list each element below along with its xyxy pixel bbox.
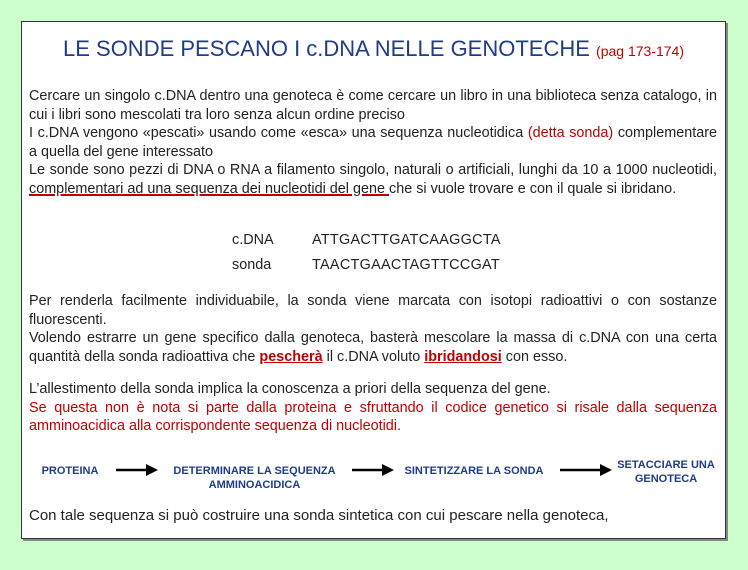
sequence-row-cdna	[232, 232, 501, 248]
intro-text	[29, 87, 717, 198]
sonda-definition: (detta sonda)	[527, 125, 614, 141]
flow-step-proteina: PROTEINA	[41, 465, 99, 477]
closing-text: Con tale sequenza si può costruire una sonda sintetica con cui pescare nella genoteca,	[29, 507, 609, 524]
complementary-underlined: complementari ad una sequenza dei nucleotidi del gene	[29, 180, 390, 197]
prior-text	[29, 380, 717, 436]
flow-arrow-1	[114, 463, 160, 477]
ibridandosi-highlight: ibridandosi	[424, 348, 502, 365]
flow-step-sonda: SINTETIZZARE LA SONDA	[404, 465, 544, 477]
sequence-value: TAACTGAACTAGTTCCGAT	[312, 257, 500, 273]
sequence-label: sonda	[232, 257, 272, 273]
marking-paragraph-2: Volendo estrarre un gene specifico dalla genoteca, basterà mescolare la massa di c.DNA con una certa quantità della sonda radioattiva che pescherà il c.DNA voluto ibridandosi con esso.	[29, 330, 717, 365]
sequence-row-sonda	[232, 257, 500, 273]
flow-step-sequenza: DETERMINARE LA SEQUENZA AMMINOACIDICA	[173, 465, 336, 491]
slide-title	[22, 36, 725, 62]
prior-paragraph-1: L’allestimento della sonda implica la conoscenza a priori della sequenza del gene.	[29, 381, 551, 397]
slide	[21, 21, 726, 539]
pescherà-highlight: pescherà	[259, 348, 323, 365]
intro-paragraph-2: I c.DNA vengono «pescati» usando come «esca» una sequenza nucleotidica (detta sonda) complementare a quella del gene interessato	[29, 125, 717, 160]
sequence-label: c.DNA	[232, 232, 274, 248]
flow-arrow-3	[558, 463, 614, 477]
intro-paragraph-1: Cercare un singolo c.DNA dentro una genoteca è come cercare un libro in una biblioteca senza catalogo, in cui i libri sono mescolati tra loro senza alcun ordine preciso	[29, 88, 717, 123]
marking-text	[29, 292, 717, 366]
intro-paragraph-3: Le sonde sono pezzi di DNA o RNA a filamento singolo, naturali o artificiali, lunghi da 10 a 1000 nucleotidi, complementari ad una sequenza dei nucleotidi del gene che si vuole trovare e con il quale si ibridano.	[29, 162, 717, 197]
flow-step-genoteca: SETACCIARE UNA GENOTECA	[617, 459, 715, 485]
title-main: LE SONDE PESCANO I c.DNA NELLE GENOTECHE	[63, 36, 590, 61]
prior-paragraph-2: Se questa non è nota si parte dalla proteina e sfruttando il codice genetico si risale dalla sequenza amminoacidica alla corrispondente sequenza di nucleotidi.	[29, 399, 717, 434]
title-pages: (pag 173-174)	[596, 43, 684, 59]
sequence-value: ATTGACTTGATCAAGGCTA	[312, 232, 501, 248]
marking-paragraph-1: Per renderla facilmente individuabile, la sonda viene marcata con isotopi radioattivi o con sostanze fluorescenti.	[29, 293, 717, 328]
flow-arrow-2	[350, 463, 396, 477]
